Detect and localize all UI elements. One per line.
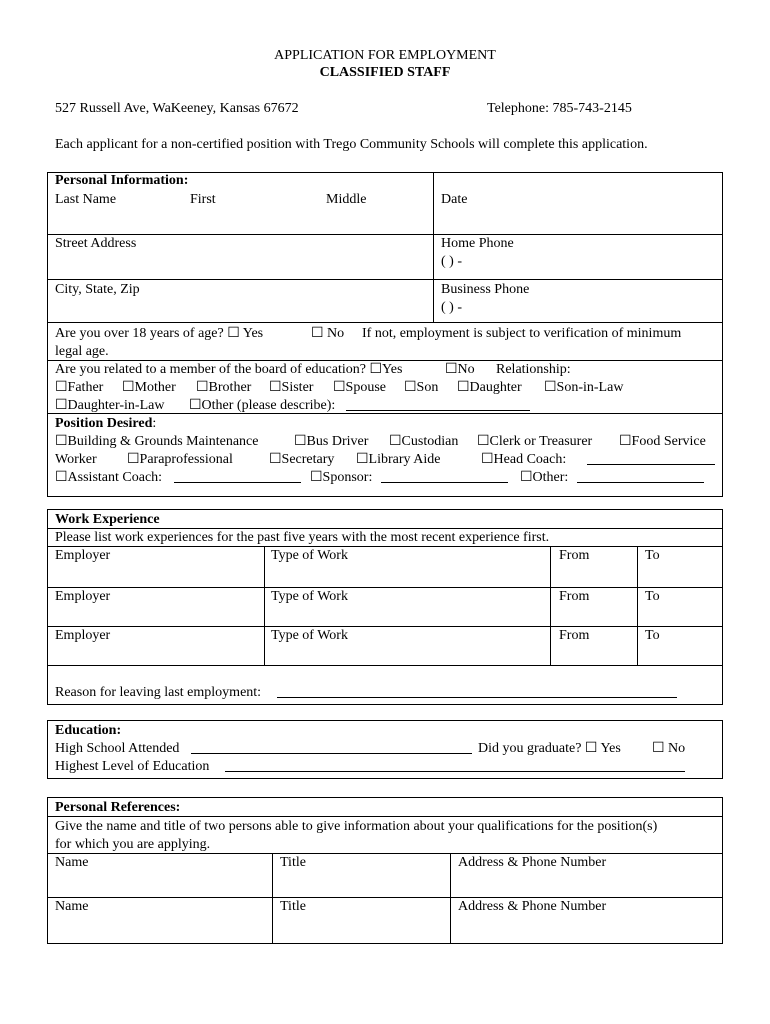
age-note-cont: legal age. [55, 344, 109, 359]
related-question[interactable]: Are you related to a member of the board of education? ☐Yes [55, 362, 403, 377]
rel-brother-checkbox[interactable]: ☐Brother [196, 380, 252, 395]
pos-sponsor-checkbox[interactable]: ☐Sponsor: [310, 470, 373, 485]
ref-address-phone-label: Address & Phone Number [458, 855, 607, 870]
rel-other-field[interactable] [346, 397, 530, 417]
school-telephone: Telephone: 785-743-2145 [487, 101, 632, 116]
divider [272, 853, 273, 944]
pos-bus-driver-checkbox[interactable]: ☐Bus Driver [294, 434, 369, 449]
business-phone-format: ( ) - [441, 300, 462, 315]
type-of-work-label: Type of Work [271, 589, 348, 604]
rel-daughter-checkbox[interactable]: ☐Daughter [457, 380, 522, 395]
divider [47, 279, 723, 280]
pos-paraprofessional-checkbox[interactable]: ☐Paraprofessional [127, 452, 233, 467]
references-instruction: Give the name and title of two persons able to give information about your qualifications for the position(s) [55, 819, 658, 834]
pos-library-aide-checkbox[interactable]: ☐Library Aide [356, 452, 441, 467]
rel-sister-checkbox[interactable]: ☐Sister [269, 380, 314, 395]
rel-son-checkbox[interactable]: ☐Son [404, 380, 439, 395]
city-state-zip-label: City, State, Zip [55, 282, 140, 297]
street-address-label: Street Address [55, 236, 137, 251]
first-name-label: First [190, 192, 216, 207]
rel-daughter-in-law-checkbox[interactable]: ☐Daughter-in-Law [55, 398, 165, 413]
rel-son-in-law-checkbox[interactable]: ☐Son-in-Law [544, 380, 624, 395]
pos-food-service-cont: Worker [55, 452, 97, 467]
rel-father-checkbox[interactable]: ☐Father [55, 380, 104, 395]
ref-address-phone-label: Address & Phone Number [458, 899, 607, 914]
high-school-field[interactable] [191, 740, 472, 760]
form-subtitle: CLASSIFIED STAFF [319, 65, 451, 80]
age-no-checkbox[interactable]: ☐ No [311, 326, 345, 341]
to-label: To [645, 548, 660, 563]
to-label: To [645, 589, 660, 604]
from-label: From [559, 628, 590, 643]
work-experience-heading: Work Experience [55, 512, 160, 527]
rel-other-checkbox[interactable]: ☐Other (please describe): [189, 398, 336, 413]
personal-info-heading: Personal Information: [55, 173, 189, 188]
head-coach-field[interactable] [587, 451, 715, 471]
employer-label: Employer [55, 589, 111, 604]
relationship-label: Relationship: [496, 362, 571, 377]
references-heading: Personal References: [55, 800, 181, 815]
other-position-field[interactable] [577, 469, 704, 489]
divider [47, 587, 723, 588]
last-name-label: Last Name [55, 192, 117, 207]
ref-name-label: Name [55, 899, 89, 914]
home-phone-label: Home Phone [441, 236, 514, 251]
divider [264, 546, 265, 665]
divider [47, 322, 723, 323]
type-of-work-label: Type of Work [271, 628, 348, 643]
divider [47, 897, 723, 898]
divider [47, 234, 723, 235]
ref-title-label: Title [280, 899, 306, 914]
business-phone-label: Business Phone [441, 282, 530, 297]
employer-label: Employer [55, 548, 111, 563]
divider [450, 853, 451, 944]
education-heading: Education: [55, 723, 122, 738]
age-question[interactable]: Are you over 18 years of age? ☐ Yes [55, 326, 264, 341]
pos-secretary-checkbox[interactable]: ☐Secretary [269, 452, 335, 467]
date-label: Date [441, 192, 468, 207]
pos-clerk-treasurer-checkbox[interactable]: ☐Clerk or Treasurer [477, 434, 593, 449]
references-instruction-cont: for which you are applying. [55, 837, 211, 852]
pos-building-grounds-checkbox[interactable]: ☐Building & Grounds Maintenance [55, 434, 259, 449]
school-address: 527 Russell Ave, WaKeeney, Kansas 67672 [55, 101, 299, 116]
highest-education-field[interactable] [225, 758, 685, 778]
work-instruction: Please list work experiences for the past five years with the most recent experience first. [55, 530, 550, 545]
position-heading: Position Desired: [55, 416, 157, 431]
age-note: If not, employment is subject to verification of minimum [362, 326, 682, 341]
divider [47, 665, 723, 666]
form-title: APPLICATION FOR EMPLOYMENT [274, 48, 496, 63]
assistant-coach-field[interactable] [174, 469, 301, 489]
form-title-block [0, 47, 770, 81]
graduate-no-checkbox[interactable]: ☐ No [652, 741, 686, 756]
rel-mother-checkbox[interactable]: ☐Mother [122, 380, 176, 395]
middle-name-label: Middle [326, 192, 367, 207]
sponsor-field[interactable] [381, 469, 508, 489]
divider [637, 546, 638, 665]
pos-head-coach-checkbox[interactable]: ☐Head Coach: [481, 452, 567, 467]
pos-assistant-coach-checkbox[interactable]: ☐Assistant Coach: [55, 470, 163, 485]
home-phone-format: ( ) - [441, 254, 462, 269]
graduate-yes-checkbox[interactable]: Did you graduate? ☐ Yes [478, 741, 621, 756]
employer-label: Employer [55, 628, 111, 643]
ref-name-label: Name [55, 855, 89, 870]
type-of-work-label: Type of Work [271, 548, 348, 563]
pos-food-service-checkbox[interactable]: ☐Food Service [619, 434, 706, 449]
intro-text: Each applicant for a non-certified position with Trego Community Schools will complete this application. [55, 137, 648, 152]
ref-title-label: Title [280, 855, 306, 870]
divider [550, 546, 551, 665]
related-no-checkbox[interactable]: ☐No [445, 362, 475, 377]
from-label: From [559, 548, 590, 563]
reason-leaving-label: Reason for leaving last employment: [55, 685, 262, 700]
from-label: From [559, 589, 590, 604]
pos-other-checkbox[interactable]: ☐Other: [520, 470, 569, 485]
high-school-label: High School Attended [55, 741, 180, 756]
to-label: To [645, 628, 660, 643]
rel-spouse-checkbox[interactable]: ☐Spouse [333, 380, 386, 395]
highest-education-label: Highest Level of Education [55, 759, 210, 774]
divider [47, 626, 723, 627]
divider [433, 172, 434, 322]
pos-custodian-checkbox[interactable]: ☐Custodian [389, 434, 459, 449]
reason-leaving-field[interactable] [277, 684, 677, 704]
